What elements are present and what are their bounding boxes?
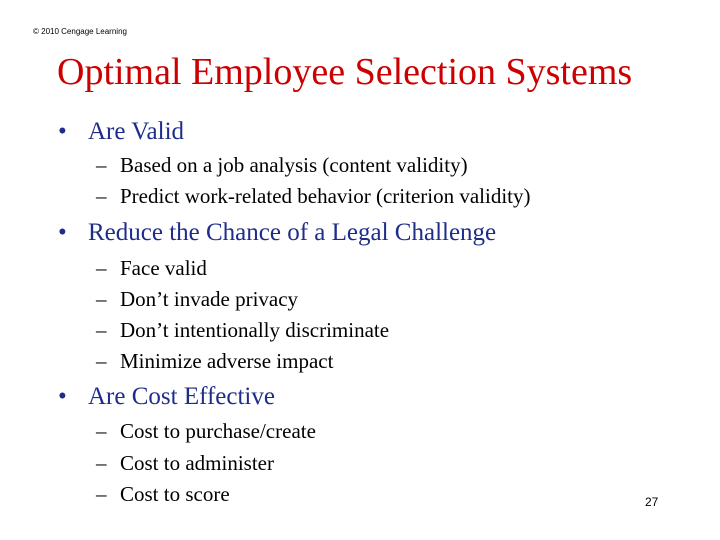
sub-bullet xyxy=(96,152,468,178)
dash-marker: – xyxy=(96,451,107,475)
bullet-heading: Are Valid xyxy=(88,118,185,145)
sub-bullet xyxy=(96,481,230,507)
dash-marker: – xyxy=(96,153,107,177)
sub-bullet xyxy=(96,450,274,476)
dash-marker: – xyxy=(96,419,107,443)
page-number: 27 xyxy=(645,495,659,509)
sub-bullet xyxy=(96,255,207,281)
slide-title: Optimal Employee Selection Systems xyxy=(57,51,633,93)
copyright-notice: © 2010 Cengage Learning xyxy=(33,27,127,36)
sub-bullet xyxy=(96,418,316,444)
bullet-marker: • xyxy=(58,219,67,246)
bullet-legal-challenge xyxy=(58,218,496,248)
sub-bullet-text: Don’t invade privacy xyxy=(120,287,299,311)
sub-bullet-text: Cost to administer xyxy=(120,451,274,475)
dash-marker: – xyxy=(96,349,107,373)
sub-bullet-text: Based on a job analysis (content validity) xyxy=(120,153,468,177)
sub-bullet-text: Don’t intentionally discriminate xyxy=(120,318,390,342)
dash-marker: – xyxy=(96,287,107,311)
bullet-marker: • xyxy=(58,383,67,410)
dash-marker: – xyxy=(96,482,107,506)
bullet-heading: Are Cost Effective xyxy=(88,383,275,410)
sub-bullet-text: Minimize adverse impact xyxy=(120,349,334,373)
bullet-marker: • xyxy=(58,118,67,145)
sub-bullet-text: Cost to purchase/create xyxy=(120,419,316,443)
dash-marker: – xyxy=(96,256,107,280)
dash-marker: – xyxy=(96,318,107,342)
sub-bullet xyxy=(96,183,531,209)
sub-bullet-text: Cost to score xyxy=(120,482,230,506)
bullet-cost-effective xyxy=(58,382,275,412)
sub-bullet-text: Face valid xyxy=(120,256,207,280)
dash-marker: – xyxy=(96,184,107,208)
bullet-are-valid xyxy=(58,117,184,147)
sub-bullet xyxy=(96,348,333,374)
sub-bullet xyxy=(96,317,389,343)
sub-bullet xyxy=(96,286,298,312)
bullet-heading: Reduce the Chance of a Legal Challenge xyxy=(88,219,497,246)
sub-bullet-text: Predict work-related behavior (criterion validity) xyxy=(120,184,531,208)
